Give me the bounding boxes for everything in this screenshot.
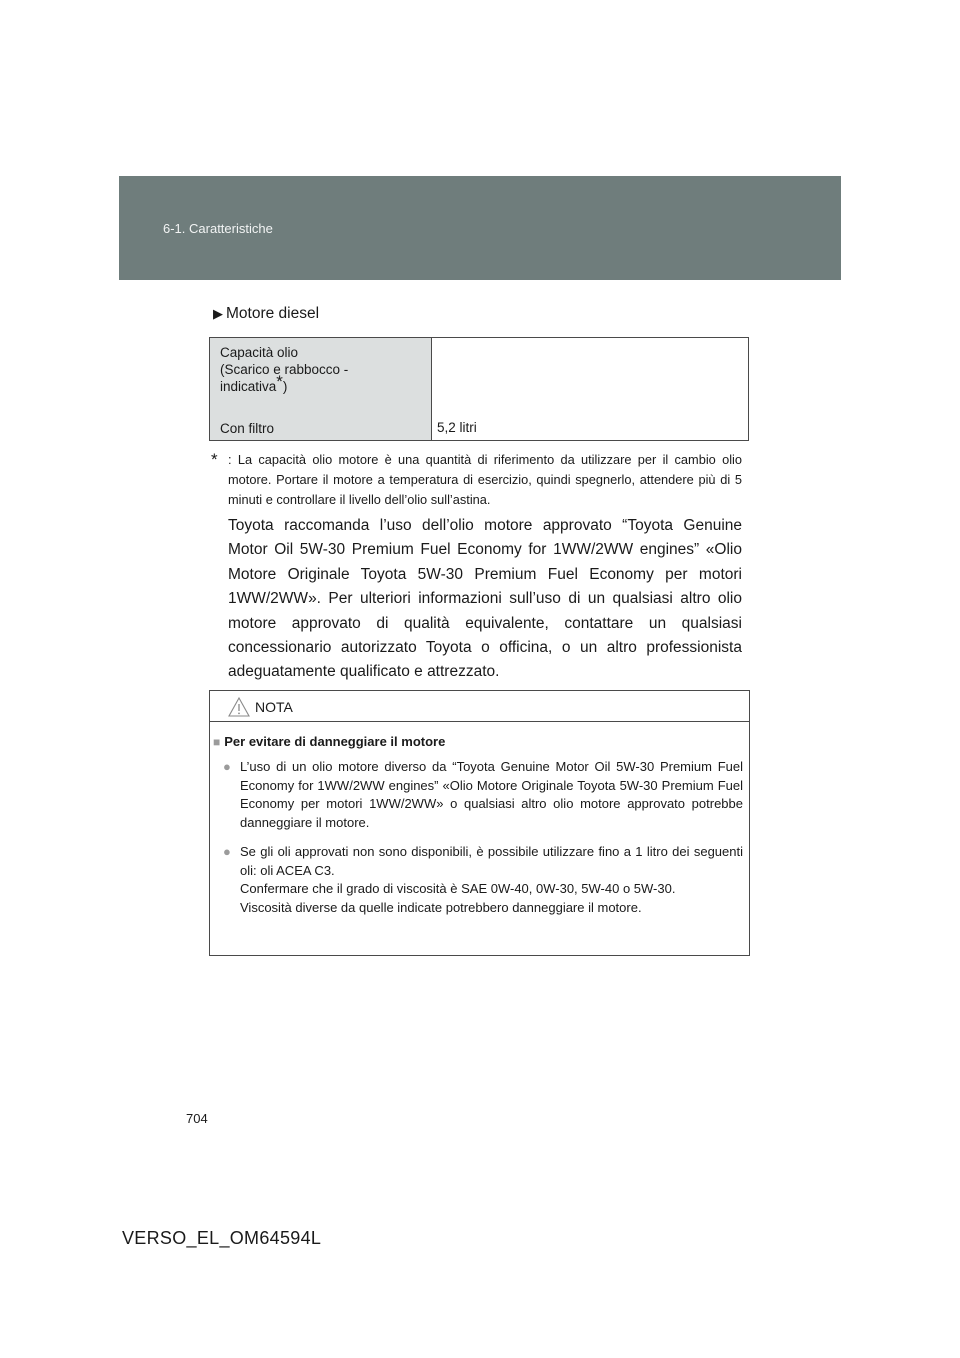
- filter-label: Con filtro: [220, 421, 275, 436]
- nota-heading: ■ Per evitare di danneggiare il motore: [213, 734, 446, 749]
- nota-title: NOTA: [255, 699, 293, 715]
- list-item: [213, 758, 743, 832]
- oil-capacity-table: [209, 337, 749, 441]
- bullet-icon: ●: [223, 759, 231, 774]
- label-line-3: indicativa*): [220, 371, 288, 394]
- nota-box: [209, 690, 750, 956]
- square-bullet-icon: ■: [213, 735, 221, 749]
- subsection-title: [213, 305, 319, 323]
- nota-header: [210, 691, 749, 722]
- table-value-cell: [432, 338, 748, 440]
- list-item-text: Se gli oli approvati non sono disponibili, è possibile utilizzare fino a 1 litro dei seguenti oli: oli ACEA C3. Confermare che il grado di viscosità è SAE 0W-40, 0W-30, 5W-40 o 5W-30. Viscosità diverse da quelle indicate potrebbero danneggiare il motore.: [240, 844, 743, 915]
- page-number: 704: [186, 1111, 208, 1126]
- warning-icon: [228, 697, 250, 717]
- triangle-marker-icon: ▶: [213, 306, 223, 321]
- capacity-value: 5,2 litri: [437, 420, 477, 435]
- label-line-2: (Scarico e rabbocco -: [220, 362, 349, 377]
- footnote-asterisk: *: [211, 450, 218, 469]
- table-label-cell: [210, 338, 432, 440]
- section-title: 6-1. Caratteristiche: [163, 221, 273, 236]
- body-paragraph: Toyota raccomanda l’uso dell’olio motore approvato “Toyota Genuine Motor Oil 5W-30 Premium Fuel Economy for 1WW/2WW engines” «Olio Motore Originale Toyota 5W-30 Premium Fuel Economy per motori 1WW/2WW». Per ulteriori informazioni sull’uso di un qualsiasi altro olio motore approvato di qualità equivalente, contattare un qualsiasi concessionario autorizzato Toyota o officina, o un altro professionista adeguatamente qualificato e attrezzato.: [228, 517, 742, 681]
- label-line-1: Capacità olio: [220, 345, 299, 360]
- subsection-label: Motore diesel: [226, 305, 320, 322]
- document-code: VERSO_EL_OM64594L: [122, 1228, 322, 1248]
- list-item: [213, 843, 743, 917]
- bullet-icon: ●: [223, 844, 231, 859]
- footnote: [211, 450, 742, 510]
- list-item-text: L’uso di un olio motore diverso da “Toyota Genuine Motor Oil 5W-30 Premium Fuel Economy for 1WW/2WW engines” «Olio Motore Originale Toyota 5W-30 Premium Fuel Economy per motori 1WW/2WW» o qualsiasi altro olio motore approvato potrebbe danneggiare il motore.: [240, 759, 743, 830]
- footnote-mark: *: [276, 371, 283, 391]
- footnote-text: : La capacità olio motore è una quantità di riferimento da utilizzare per il cambio olio motore. Portare il motore a temperatura di esercizio, quindi spegnerlo, attendere più di 5 minuti e controllare il livello dell’olio sull’astina.: [228, 452, 742, 507]
